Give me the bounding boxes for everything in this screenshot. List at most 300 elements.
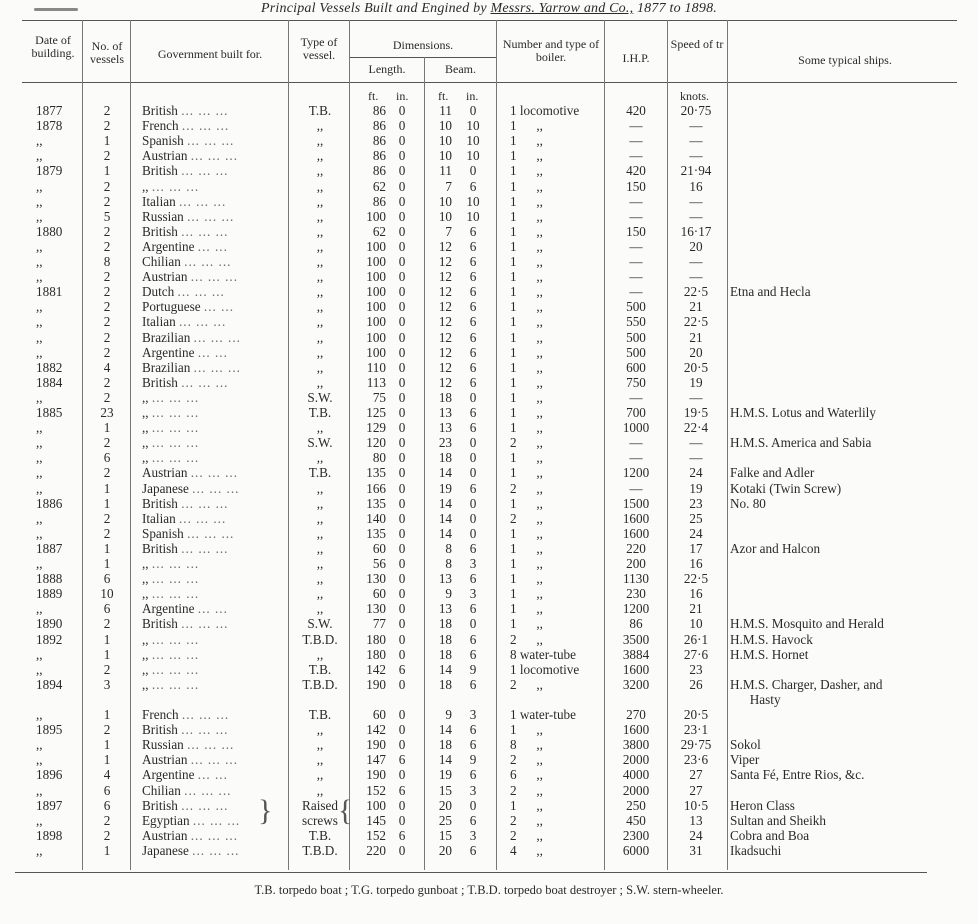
header-num: No. of vessels: [90, 39, 124, 66]
cell-country: [142, 798, 228, 813]
cell-beam-ft: 9: [445, 586, 452, 602]
cell-boiler: 1 ,,: [510, 133, 543, 149]
cell-boiler: 1 ,,: [510, 193, 543, 209]
cell-country: [142, 420, 199, 435]
cell-length-in: 0: [398, 314, 406, 330]
table-row: [0, 813, 978, 828]
cell-length-ft: 190: [366, 767, 386, 783]
cell-speed: —: [689, 133, 703, 149]
unit-beam-in: in.: [466, 89, 479, 103]
cell-length-in: 0: [398, 722, 406, 738]
cell-length-in: 0: [398, 148, 406, 164]
cell-year: ,,: [36, 450, 43, 466]
cell-ihp: 2000: [622, 752, 650, 768]
cell-ship: Sokol: [730, 737, 761, 753]
cell-speed: 21·94: [680, 163, 712, 179]
title-part-a: Principal Vessels Built and Engined by: [261, 1, 487, 16]
cell-boiler: 1 ,,: [510, 722, 543, 738]
country-name: French: [142, 707, 179, 722]
cell-ihp: 200: [626, 556, 646, 571]
leader-dots: ... ... ...: [151, 420, 200, 436]
cell-length-ft: 100: [366, 254, 386, 269]
cell-length-in: 0: [398, 405, 406, 420]
cell-length-in: 0: [398, 254, 406, 269]
cell-boiler: 1 ,,: [510, 601, 543, 617]
cell-length-in: 0: [398, 359, 406, 375]
cell-beam-in: 6: [469, 284, 477, 300]
cell-ihp: 6000: [622, 842, 650, 858]
cell-type: ,,: [316, 223, 324, 239]
leader-dots: ... ... ...: [151, 450, 200, 466]
cell-year: ,,: [36, 465, 43, 481]
cell-speed: —: [689, 118, 703, 134]
cell-year: ,,: [36, 133, 43, 149]
leader-dots: ... ... ...: [181, 103, 229, 118]
footer-legend: T.B. torpedo boat ; T.G. torpedo gunboat ; T.B.D. torpedo boat destroyer ; S.W. stern-wheeler.: [254, 883, 724, 897]
cell-speed: 27: [689, 782, 703, 798]
leader-dots: ... ... ...: [181, 495, 229, 511]
country-name: Brazilian: [142, 359, 191, 375]
cell-year: 1879: [36, 163, 63, 179]
table-row: [0, 345, 978, 360]
cell-count: 1: [103, 133, 111, 149]
table-row: [0, 737, 978, 752]
cell-length-ft: 86: [372, 133, 386, 149]
cell-type: ,,: [316, 254, 324, 269]
cell-count: 1: [103, 646, 111, 662]
cell-year: 1888: [36, 571, 63, 587]
cell-ship: Falke and Adler: [730, 465, 815, 481]
cell-ihp: —: [629, 389, 643, 405]
cell-length-ft: 100: [366, 208, 386, 224]
cell-beam-in: 6: [469, 178, 477, 194]
cell-speed: —: [689, 435, 703, 451]
cell-length-ft: 220: [366, 842, 386, 858]
cell-boiler: 1 ,,: [510, 118, 543, 134]
cell-beam-ft: 15: [438, 782, 452, 798]
cell-speed: 16·17: [680, 223, 712, 239]
table-row: [0, 405, 978, 420]
cell-year: ,,: [36, 178, 43, 194]
cell-type: S.W.: [307, 616, 333, 632]
leader-dots: ... ...: [197, 238, 228, 254]
cell-length-ft: 100: [366, 314, 386, 330]
cell-boiler: 1 ,,: [510, 238, 543, 254]
cell-ihp: 1500: [622, 495, 650, 511]
cell-beam-ft: 18: [438, 737, 452, 753]
country-name: ,,: [142, 420, 149, 436]
table-row: [0, 541, 978, 556]
cell-speed: 19: [689, 374, 703, 390]
country-name: British: [142, 495, 178, 511]
cell-beam-in: 6: [469, 601, 477, 617]
cell-ihp: 1600: [622, 525, 650, 541]
cell-country: [142, 843, 239, 858]
cell-type: ,,: [316, 782, 324, 798]
cell-country: [142, 632, 199, 647]
cell-length-in: 0: [398, 420, 406, 436]
cell-beam-in: 10: [466, 118, 480, 134]
cell-type: ,,: [316, 510, 324, 526]
cell-country: [142, 677, 199, 692]
cell-boiler: 1 ,,: [510, 163, 543, 179]
table-row: [0, 269, 978, 284]
header-gov: Government built for.: [157, 47, 263, 61]
cell-length-ft: 180: [366, 631, 386, 647]
country-name: Egyptian: [142, 812, 190, 828]
cell-count: 2: [103, 284, 111, 300]
cell-beam-in: 6: [469, 631, 477, 647]
cell-length-ft: 190: [366, 737, 386, 753]
cell-boiler: 1 ,,: [510, 329, 543, 345]
cell-length-ft: 86: [372, 118, 386, 134]
cell-year: ,,: [36, 148, 43, 164]
cell-country: [142, 813, 240, 828]
cell-year: 1895: [36, 722, 63, 738]
cell-year: ,,: [36, 842, 43, 858]
cell-type: ,,: [316, 344, 324, 360]
cell-beam-ft: 18: [438, 389, 452, 405]
unit-beam-ft: ft.: [438, 89, 449, 103]
cell-count: 2: [103, 238, 111, 254]
leader-dots: ... ... ...: [181, 223, 229, 239]
cell-beam-ft: 10: [438, 133, 452, 149]
country-name: ,,: [142, 661, 149, 677]
cell-count: 2: [103, 525, 111, 541]
table-row: [0, 375, 978, 390]
cell-beam-ft: 12: [438, 238, 452, 254]
leader-dots: ... ... ...: [151, 646, 200, 662]
leader-dots: ... ... ...: [181, 540, 229, 556]
cell-beam-in: 6: [469, 405, 477, 420]
table-row: [0, 571, 978, 586]
cell-country: [142, 541, 228, 556]
cell-ship: H.M.S. Charger, Dasher, and: [730, 676, 883, 692]
cell-year: ,,: [36, 525, 43, 541]
leader-dots: ... ... ...: [151, 676, 200, 692]
leader-dots: ... ... ...: [184, 254, 232, 269]
cell-country: [142, 239, 228, 254]
country-name: ,,: [142, 571, 149, 587]
leader-dots: ... ... ...: [151, 178, 200, 194]
table-row: [0, 767, 978, 782]
cell-type: ,,: [316, 374, 324, 390]
country-name: ,,: [142, 676, 149, 692]
cell-length-ft: 129: [366, 420, 386, 436]
cell-boiler: 1 water-tube: [510, 707, 577, 722]
cell-speed: 27: [689, 767, 703, 783]
country-name: British: [142, 103, 178, 118]
cell-speed: —: [689, 193, 703, 209]
cell-boiler: 2 ,,: [510, 782, 543, 798]
cell-type: ,,: [316, 540, 324, 556]
cell-boiler: 1 ,,: [510, 465, 543, 481]
cell-length-in: 0: [398, 118, 406, 134]
cell-count: 4: [103, 767, 111, 783]
unit-length-in: in.: [396, 89, 409, 103]
cell-year: 1897: [36, 797, 63, 813]
cell-beam-ft: 12: [438, 254, 452, 269]
cell-length-in: 0: [398, 329, 406, 345]
cell-length-ft: 145: [366, 812, 386, 828]
cell-ihp: 3500: [622, 631, 650, 647]
header-ihp: I.H.P.: [622, 51, 650, 65]
cell-length-ft: 80: [372, 450, 386, 466]
cell-beam-ft: 14: [438, 495, 452, 511]
cell-beam-ft: 14: [438, 525, 452, 541]
cell-ihp: —: [629, 238, 643, 254]
cell-country: [142, 179, 199, 194]
cell-beam-in: 3: [469, 782, 477, 798]
cell-length-in: 0: [398, 616, 406, 632]
cell-beam-in: 6: [469, 238, 477, 254]
cell-ihp: 270: [626, 707, 646, 722]
country-name: Spanish: [142, 525, 184, 541]
cell-speed: —: [689, 148, 703, 164]
country-name: ,,: [142, 389, 149, 405]
cell-type: ,,: [316, 329, 324, 345]
table-row: [0, 194, 978, 209]
cell-type: ,,: [316, 420, 324, 436]
cell-beam-ft: 15: [438, 827, 452, 843]
leader-dots: ... ... ...: [193, 359, 241, 375]
leader-dots: ... ... ...: [193, 329, 241, 345]
cell-country: [142, 118, 229, 133]
table-row: [0, 314, 978, 329]
country-name: ,,: [142, 450, 149, 466]
leader-dots: ... ... ...: [178, 314, 227, 330]
cell-length-in: 0: [398, 767, 406, 783]
table-row: [0, 511, 978, 526]
cell-speed: 20: [689, 344, 703, 360]
cell-count: 1: [103, 556, 111, 571]
header-type: Type of vessel.: [300, 35, 338, 62]
cell-speed: 24: [689, 525, 703, 541]
cell-speed: 23·6: [683, 752, 709, 768]
cell-year: ,,: [36, 254, 43, 269]
cell-year: 1878: [36, 118, 63, 134]
cell-type: ,,: [316, 767, 324, 783]
cell-speed: 20·5: [683, 359, 709, 375]
table-row: [0, 692, 978, 707]
cell-country: [142, 707, 229, 722]
leader-dots: ... ... ...: [192, 480, 240, 496]
country-name: Italian: [142, 193, 176, 209]
cell-beam-ft: 12: [438, 269, 452, 285]
cell-length-in: 0: [398, 133, 406, 149]
cell-length-in: 0: [398, 556, 406, 571]
cell-count: 2: [103, 103, 111, 118]
country-name: Argentine: [142, 767, 195, 783]
cell-count: 1: [103, 480, 111, 496]
cell-beam-in: 6: [469, 374, 477, 390]
cell-count: 2: [103, 616, 111, 632]
cell-beam-in: 0: [469, 797, 477, 813]
cell-type: ,,: [316, 586, 324, 602]
cell-count: 6: [103, 797, 111, 813]
cell-boiler: 1 ,,: [510, 616, 543, 632]
cell-length-in: 6: [398, 782, 406, 798]
table-row: [0, 677, 978, 692]
title-part-c: 1877 to 1898.: [636, 1, 717, 16]
table-row: [0, 556, 978, 571]
cell-length-in: 6: [398, 752, 406, 768]
cell-boiler: 1 ,,: [510, 148, 543, 164]
table-row: [0, 526, 978, 541]
cell-ihp: 1200: [622, 465, 650, 481]
cell-count: 2: [103, 827, 111, 843]
cell-type: T.B.: [308, 465, 332, 481]
cell-boiler: 4 ,,: [510, 842, 543, 858]
table-row: [0, 360, 978, 375]
cell-length-ft: 86: [372, 163, 386, 179]
cell-beam-ft: 12: [438, 359, 452, 375]
cell-beam-ft: 12: [438, 329, 452, 345]
cell-country: [142, 737, 234, 752]
table-row: [0, 209, 978, 224]
country-name: Brazilian: [142, 329, 191, 345]
cell-ihp: —: [629, 269, 643, 285]
header-dims: Dimensions.: [392, 38, 454, 52]
cell-country: [142, 194, 226, 209]
cell-speed: 25: [689, 510, 703, 526]
country-name: Argentine: [142, 601, 195, 617]
cell-beam-ft: 7: [445, 178, 452, 194]
cell-beam-ft: 13: [438, 601, 452, 617]
table-row: [0, 647, 978, 662]
cell-length-in: 0: [398, 480, 406, 496]
cell-beam-in: 6: [469, 223, 477, 239]
table-row: [0, 496, 978, 511]
cell-ihp: 700: [626, 405, 646, 420]
cell-boiler: 8 ,,: [510, 737, 543, 753]
cell-year: ,,: [36, 344, 43, 360]
leader-dots: ... ... ...: [190, 465, 238, 481]
country-name: ,,: [142, 586, 149, 602]
cell-ship: Ikadsuchi: [730, 842, 782, 858]
cell-length-in: 0: [398, 842, 406, 858]
cell-length-in: 0: [398, 540, 406, 556]
cell-beam-in: 9: [469, 752, 477, 768]
cell-year: 1890: [36, 616, 63, 632]
cell-ship: H.M.S. Hornet: [730, 646, 809, 662]
cell-count: 2: [103, 299, 111, 315]
cell-beam-ft: 11: [439, 103, 452, 118]
cell-boiler: 1 ,,: [510, 450, 543, 466]
cell-ihp: 1130: [623, 571, 649, 587]
cell-count: 8: [103, 254, 111, 269]
cell-beam-ft: 10: [438, 148, 452, 164]
cell-year: 1877: [36, 103, 63, 118]
table-row: [0, 179, 978, 194]
cell-speed: 16: [689, 586, 703, 602]
cell-type: ,,: [316, 118, 324, 134]
cell-boiler: 1 ,,: [510, 208, 543, 224]
country-name: Austrian: [142, 465, 188, 481]
cell-country: [142, 284, 225, 299]
cell-boiler: 1 ,,: [510, 495, 543, 511]
cell-ship: Viper: [730, 752, 760, 768]
cell-ship: Heron Class: [730, 797, 795, 813]
table-row: [0, 254, 978, 269]
cell-count: 2: [103, 148, 111, 164]
leader-dots: ... ... ...: [151, 586, 200, 602]
cell-country: [142, 435, 199, 450]
cell-speed: 29·75: [680, 737, 712, 753]
cell-length-ft: 135: [366, 525, 386, 541]
cell-length-in: 0: [398, 389, 406, 405]
cell-beam-ft: 14: [438, 465, 452, 481]
header-beam: Beam.: [445, 62, 476, 76]
leader-dots: ... ...: [197, 767, 228, 783]
table-row: [0, 435, 978, 450]
cell-country: [142, 647, 199, 662]
cell-speed: 20·5: [683, 707, 709, 722]
cell-speed: —: [689, 254, 703, 269]
cell-type: ,,: [316, 284, 324, 300]
cell-length-in: 0: [398, 344, 406, 360]
cell-type: ,,: [316, 495, 324, 511]
leader-dots: ... ... ...: [184, 782, 232, 798]
cell-ihp: —: [629, 133, 643, 149]
cell-type: ,,: [316, 737, 324, 753]
cell-length-ft: 135: [366, 495, 386, 511]
cell-length-ft: 130: [366, 571, 386, 587]
cell-type: T.B.: [308, 103, 332, 118]
cell-year: 1886: [36, 495, 63, 511]
cell-ihp: 3200: [622, 676, 650, 692]
cell-beam-ft: 8: [445, 540, 452, 556]
cell-beam-in: 6: [469, 676, 477, 692]
cell-year: 1884: [36, 374, 63, 390]
cell-length-in: 0: [398, 435, 406, 451]
cell-length-ft: 62: [372, 178, 386, 194]
cell-beam-ft: 18: [438, 676, 452, 692]
cell-beam-ft: 12: [438, 374, 452, 390]
cell-speed: 19·5: [683, 405, 709, 420]
dims-rule: [349, 57, 496, 58]
cell-ihp: 500: [626, 329, 646, 345]
country-name: ,,: [142, 556, 149, 571]
cell-length-ft: 100: [366, 299, 386, 315]
cell-length-ft: 100: [366, 344, 386, 360]
header-boiler: Number and type of boiler.: [502, 37, 600, 64]
cell-length-ft: 100: [366, 284, 386, 300]
cell-speed: 26·1: [683, 631, 709, 647]
unit-length-ft: ft.: [368, 89, 379, 103]
cell-length-in: 0: [398, 178, 406, 194]
country-name: Spanish: [142, 133, 184, 149]
cell-type: ,,: [316, 752, 324, 768]
cell-beam-ft: 10: [438, 193, 452, 209]
cell-length-in: 0: [398, 103, 406, 118]
cell-boiler: 1 ,,: [510, 269, 543, 285]
cell-count: 2: [103, 223, 111, 239]
table-row: [0, 662, 978, 677]
leader-dots: ... ... ...: [192, 812, 241, 828]
country-name: Russian: [142, 737, 184, 753]
cell-beam-in: 0: [469, 616, 477, 632]
cell-type: screws: [302, 812, 338, 828]
cell-year: 1887: [36, 540, 63, 556]
leader-dots: ... ... ...: [190, 148, 238, 164]
cell-ship: Hasty: [730, 691, 781, 707]
cell-year: ,,: [36, 601, 43, 617]
cell-ihp: 3884: [622, 646, 650, 662]
cell-count: 6: [103, 601, 111, 617]
cell-country: [142, 783, 231, 798]
cell-beam-in: 6: [469, 480, 477, 496]
